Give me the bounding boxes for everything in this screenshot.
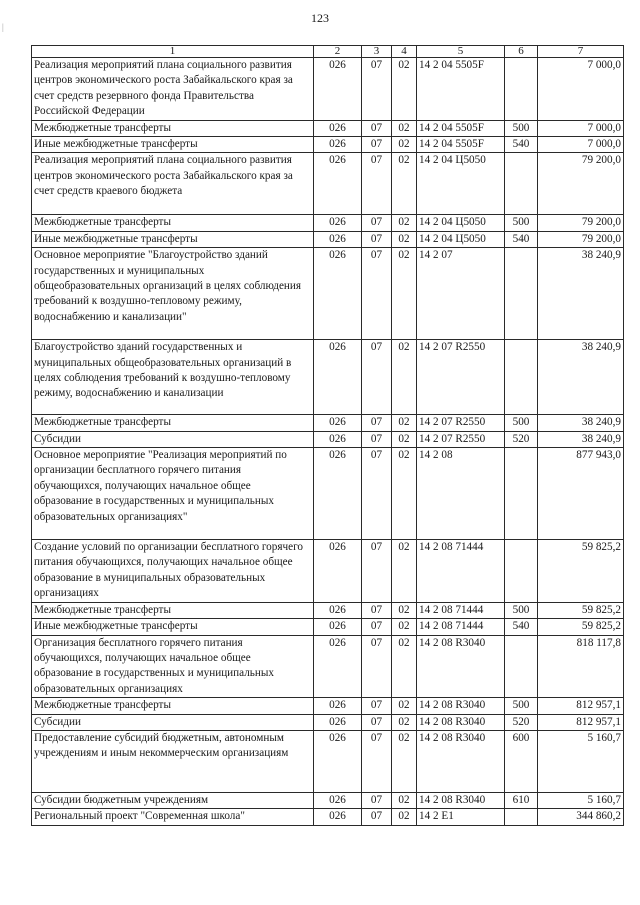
table-body: [32, 58, 624, 826]
amount: 38 240,9: [538, 431, 624, 447]
table-row: [32, 248, 624, 340]
scan-artifact-mark: |: [2, 22, 4, 32]
amount: 79 200,0: [538, 215, 624, 231]
amount: 38 240,9: [538, 340, 624, 415]
subsection-code: 02: [392, 431, 417, 447]
row-description: Основное мероприятие "Благоустройство зданий государственных и муниципальных общеобразовательных организаций в целях соблюдения требований к воздушно-тепловому режиму, водоснабжению и канализации": [32, 248, 314, 340]
row-description: Межбюджетные трансферты: [32, 602, 314, 618]
section-code: 07: [362, 698, 392, 714]
section-code: 07: [362, 619, 392, 635]
row-description: Предоставление субсидий бюджетным, автономным учреждениям и иным некоммерческим организациям: [32, 730, 314, 792]
section-code: 07: [362, 635, 392, 698]
subsection-code: 02: [392, 248, 417, 340]
subsection-code: 02: [392, 137, 417, 153]
expense-type-code: 500: [505, 415, 538, 431]
expense-type-code: [505, 153, 538, 215]
section-code: 07: [362, 215, 392, 231]
table-header-row: [32, 46, 624, 58]
amount: 7 000,0: [538, 58, 624, 121]
table-row: [32, 120, 624, 136]
ministry-code: 026: [314, 698, 362, 714]
subsection-code: 02: [392, 415, 417, 431]
amount: 5 160,7: [538, 792, 624, 808]
ministry-code: 026: [314, 415, 362, 431]
column-header: 7: [538, 46, 624, 58]
target-article-code: 14 2 08 R3040: [417, 635, 505, 698]
table-row: [32, 635, 624, 698]
amount: 877 943,0: [538, 448, 624, 540]
ministry-code: 026: [314, 448, 362, 540]
section-code: 07: [362, 792, 392, 808]
target-article-code: 14 2 08 R3040: [417, 792, 505, 808]
expense-type-code: [505, 248, 538, 340]
expense-type-code: 520: [505, 431, 538, 447]
expense-type-code: [505, 809, 538, 825]
target-article-code: 14 2 08 71444: [417, 602, 505, 618]
target-article-code: 14 2 08 71444: [417, 619, 505, 635]
subsection-code: 02: [392, 809, 417, 825]
ministry-code: 026: [314, 809, 362, 825]
target-article-code: 14 2 04 5505F: [417, 137, 505, 153]
target-article-code: 14 2 07: [417, 248, 505, 340]
subsection-code: 02: [392, 120, 417, 136]
subsection-code: 02: [392, 730, 417, 792]
ministry-code: 026: [314, 153, 362, 215]
target-article-code: 14 2 04 5505F: [417, 120, 505, 136]
amount: 5 160,7: [538, 730, 624, 792]
row-description: Реализация мероприятий плана социального развития центров экономического роста Забайкальского края за счет средств краевого бюджета: [32, 153, 314, 215]
amount: 7 000,0: [538, 137, 624, 153]
amount: 59 825,2: [538, 619, 624, 635]
target-article-code: 14 2 04 Ц5050: [417, 153, 505, 215]
target-article-code: 14 2 08: [417, 448, 505, 540]
section-code: 07: [362, 431, 392, 447]
target-article-code: 14 2 E1: [417, 809, 505, 825]
expense-type-code: 540: [505, 619, 538, 635]
ministry-code: 026: [314, 730, 362, 792]
subsection-code: 02: [392, 635, 417, 698]
target-article-code: 14 2 08 R3040: [417, 714, 505, 730]
amount: 79 200,0: [538, 231, 624, 247]
expense-type-code: 500: [505, 602, 538, 618]
amount: 79 200,0: [538, 153, 624, 215]
subsection-code: 02: [392, 153, 417, 215]
section-code: 07: [362, 540, 392, 603]
expense-type-code: [505, 448, 538, 540]
section-code: 07: [362, 153, 392, 215]
ministry-code: 026: [314, 58, 362, 121]
table-row: [32, 448, 624, 540]
ministry-code: 026: [314, 431, 362, 447]
ministry-code: 026: [314, 248, 362, 340]
table-row: [32, 619, 624, 635]
section-code: 07: [362, 448, 392, 540]
section-code: 07: [362, 714, 392, 730]
table-row: [32, 792, 624, 808]
section-code: 07: [362, 120, 392, 136]
amount: 344 860,2: [538, 809, 624, 825]
expense-type-code: [505, 340, 538, 415]
expense-type-code: 520: [505, 714, 538, 730]
row-description: Межбюджетные трансферты: [32, 698, 314, 714]
expense-type-code: 610: [505, 792, 538, 808]
target-article-code: 14 2 04 Ц5050: [417, 215, 505, 231]
amount: 59 825,2: [538, 602, 624, 618]
target-article-code: 14 2 04 Ц5050: [417, 231, 505, 247]
row-description: Региональный проект "Современная школа": [32, 809, 314, 825]
column-header: 1: [32, 46, 314, 58]
row-description: Субсидии бюджетным учреждениям: [32, 792, 314, 808]
table-row: [32, 602, 624, 618]
target-article-code: 14 2 08 R3040: [417, 730, 505, 792]
target-article-code: 14 2 07 R2550: [417, 340, 505, 415]
ministry-code: 026: [314, 635, 362, 698]
ministry-code: 026: [314, 120, 362, 136]
row-description: Субсидии: [32, 714, 314, 730]
row-description: Субсидии: [32, 431, 314, 447]
ministry-code: 026: [314, 792, 362, 808]
expense-type-code: [505, 58, 538, 121]
section-code: 07: [362, 340, 392, 415]
expense-type-code: 500: [505, 120, 538, 136]
section-code: 07: [362, 58, 392, 121]
section-code: 07: [362, 809, 392, 825]
subsection-code: 02: [392, 215, 417, 231]
subsection-code: 02: [392, 340, 417, 415]
ministry-code: 026: [314, 714, 362, 730]
expense-type-code: [505, 540, 538, 603]
amount: 812 957,1: [538, 698, 624, 714]
table-row: [32, 730, 624, 792]
subsection-code: 02: [392, 619, 417, 635]
amount: 812 957,1: [538, 714, 624, 730]
ministry-code: 026: [314, 340, 362, 415]
row-description: Организация бесплатного горячего питания обучающихся, получающих начальное общее образование в государственных и муниципальных образовательных организациях: [32, 635, 314, 698]
page-number: 123: [311, 11, 329, 25]
subsection-code: 02: [392, 540, 417, 603]
budget-table: [31, 45, 624, 826]
row-description: Межбюджетные трансферты: [32, 120, 314, 136]
subsection-code: 02: [392, 714, 417, 730]
table-row: [32, 153, 624, 215]
table-row: [32, 215, 624, 231]
row-description: Иные межбюджетные трансферты: [32, 231, 314, 247]
amount: 38 240,9: [538, 415, 624, 431]
table-row: [32, 231, 624, 247]
ministry-code: 026: [314, 540, 362, 603]
row-description: Создание условий по организации бесплатного горячего питания обучающихся, получающих начальное общее образование в муниципальных образовательных организациях: [32, 540, 314, 603]
subsection-code: 02: [392, 58, 417, 121]
section-code: 07: [362, 602, 392, 618]
row-description: Межбюджетные трансферты: [32, 215, 314, 231]
subsection-code: 02: [392, 231, 417, 247]
row-description: Благоустройство зданий государственных и муниципальных общеобразовательных организаций в целях соблюдения требований к воздушно-тепловому режиму, водоснабжению и канализации: [32, 340, 314, 415]
column-header: 6: [505, 46, 538, 58]
table-row: [32, 137, 624, 153]
subsection-code: 02: [392, 792, 417, 808]
target-article-code: 14 2 07 R2550: [417, 415, 505, 431]
target-article-code: 14 2 07 R2550: [417, 431, 505, 447]
section-code: 07: [362, 730, 392, 792]
expense-type-code: 540: [505, 231, 538, 247]
table-row: [32, 809, 624, 825]
row-description: Основное мероприятие "Реализация мероприятий по организации бесплатного горячего питания обучающихся, получающих начальное общее образование в государственных и муниципальных образовательных организациях": [32, 448, 314, 540]
subsection-code: 02: [392, 448, 417, 540]
amount: 7 000,0: [538, 120, 624, 136]
row-description: Иные межбюджетные трансферты: [32, 619, 314, 635]
table-row: [32, 58, 624, 121]
table-row: [32, 431, 624, 447]
table-row: [32, 340, 624, 415]
column-header: 2: [314, 46, 362, 58]
subsection-code: 02: [392, 698, 417, 714]
ministry-code: 026: [314, 137, 362, 153]
section-code: 07: [362, 137, 392, 153]
expense-type-code: 540: [505, 137, 538, 153]
amount: 818 117,8: [538, 635, 624, 698]
expense-type-code: 500: [505, 215, 538, 231]
ministry-code: 026: [314, 231, 362, 247]
target-article-code: 14 2 08 R3040: [417, 698, 505, 714]
amount: 59 825,2: [538, 540, 624, 603]
row-description: Иные межбюджетные трансферты: [32, 137, 314, 153]
column-header: 3: [362, 46, 392, 58]
ministry-code: 026: [314, 215, 362, 231]
column-header: 4: [392, 46, 417, 58]
expense-type-code: [505, 635, 538, 698]
table-row: [32, 415, 624, 431]
table-row: [32, 714, 624, 730]
section-code: 07: [362, 231, 392, 247]
column-header: 5: [417, 46, 505, 58]
expense-type-code: 500: [505, 698, 538, 714]
target-article-code: 14 2 04 5505F: [417, 58, 505, 121]
table-row: [32, 698, 624, 714]
ministry-code: 026: [314, 602, 362, 618]
section-code: 07: [362, 415, 392, 431]
row-description: Межбюджетные трансферты: [32, 415, 314, 431]
table-row: [32, 540, 624, 603]
row-description: Реализация мероприятий плана социального развития центров экономического роста Забайкальского края за счет средств резервного фонда Правительства Российской Федерации: [32, 58, 314, 121]
expense-type-code: 600: [505, 730, 538, 792]
subsection-code: 02: [392, 602, 417, 618]
amount: 38 240,9: [538, 248, 624, 340]
section-code: 07: [362, 248, 392, 340]
ministry-code: 026: [314, 619, 362, 635]
target-article-code: 14 2 08 71444: [417, 540, 505, 603]
